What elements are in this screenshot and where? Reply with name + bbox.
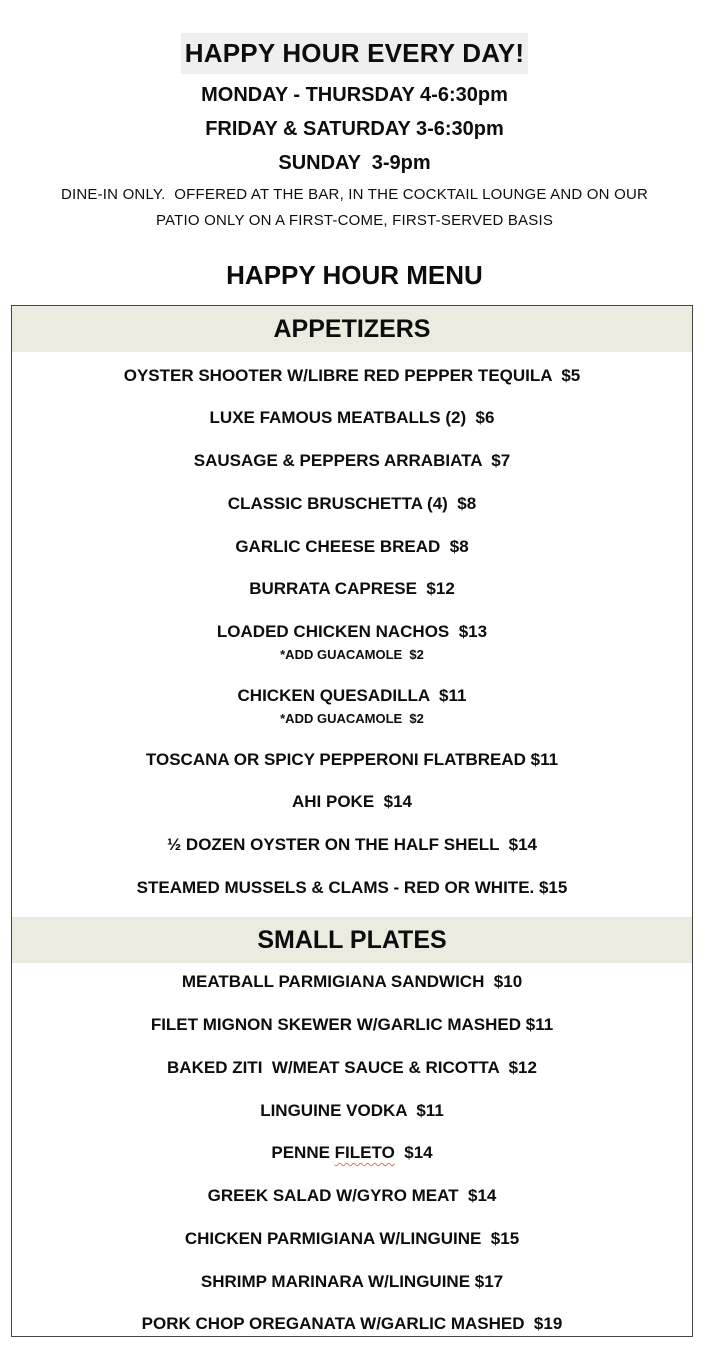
menu-item: CLASSIC BRUSCHETTA (4) $8 <box>227 494 477 513</box>
schedule-mon-thu: MONDAY - THURSDAY 4-6:30pm <box>201 84 508 106</box>
penne-price: $14 <box>394 1143 433 1162</box>
menu-item: GARLIC CHEESE BREAD $8 <box>235 537 469 556</box>
menu-title: HAPPY HOUR MENU <box>226 260 483 290</box>
menu-item: ½ DOZEN OYSTER ON THE HALF SHELL $14 <box>167 835 537 854</box>
menu-item: SAUSAGE & PEPPERS ARRABIATA $7 <box>193 451 511 470</box>
menu-item: BURRATA CAPRESE $12 <box>249 579 455 598</box>
menu-item: TOSCANA OR SPICY PEPPERONI FLATBREAD $11 <box>145 750 559 769</box>
menu-item: AHI POKE $14 <box>292 792 412 811</box>
menu-item: CHICKEN PARMIGIANA W/LINGUINE $15 <box>184 1229 520 1248</box>
header <box>0 33 709 74</box>
menu-item-penne-fileto <box>12 1142 692 1164</box>
quesadilla-addon: *ADD GUACAMOLE $2 <box>280 711 424 726</box>
menu-item: CHICKEN QUESADILLA $11 <box>237 686 467 705</box>
menu-item: STEAMED MUSSELS & CLAMS - RED OR WHITE. $15 <box>136 878 568 897</box>
menu-item: PORK CHOP OREGANATA W/GARLIC MASHED $19 <box>141 1314 563 1333</box>
schedule-fri-sat: FRIDAY & SATURDAY 3-6:30pm <box>205 118 504 140</box>
small-plates-title: SMALL PLATES <box>257 926 447 954</box>
menu-item: BAKED ZITI W/MEAT SAUCE & RICOTTA $12 <box>167 1058 537 1077</box>
menu-item: FILET MIGNON SKEWER W/GARLIC MASHED $11 <box>150 1015 554 1034</box>
menu-item: LINGUINE VODKA $11 <box>260 1101 444 1120</box>
menu-item: OYSTER SHOOTER W/LIBRE RED PEPPER TEQUILA $5 <box>123 366 581 385</box>
schedule-sunday: SUNDAY 3-9pm <box>278 152 431 174</box>
menu-item: LUXE FAMOUS MEATBALLS (2) $6 <box>209 408 495 427</box>
appetizers-title: APPETIZERS <box>273 315 431 343</box>
penne-fileto-name: FILETO <box>334 1143 395 1162</box>
happy-hour-title: HAPPY HOUR EVERY DAY! <box>181 33 528 74</box>
menu-item: MEATBALL PARMIGIANA SANDWICH $10 <box>181 972 523 991</box>
menu-item: SHRIMP MARINARA W/LINGUINE $17 <box>200 1272 504 1291</box>
menu-item: LOADED CHICKEN NACHOS $13 <box>216 622 488 641</box>
menu-box <box>11 305 693 1337</box>
nachos-addon: *ADD GUACAMOLE $2 <box>280 647 424 662</box>
penne-prefix: PENNE <box>271 1143 335 1162</box>
menu-item: GREEK SALAD W/GYRO MEAT $14 <box>207 1186 497 1205</box>
dine-in-note-line1: DINE-IN ONLY. OFFERED AT THE BAR, IN THE COCKTAIL LOUNGE AND ON OUR <box>60 186 649 203</box>
dine-in-note-line2: PATIO ONLY ON A FIRST-COME, FIRST-SERVED BASIS <box>155 212 554 229</box>
